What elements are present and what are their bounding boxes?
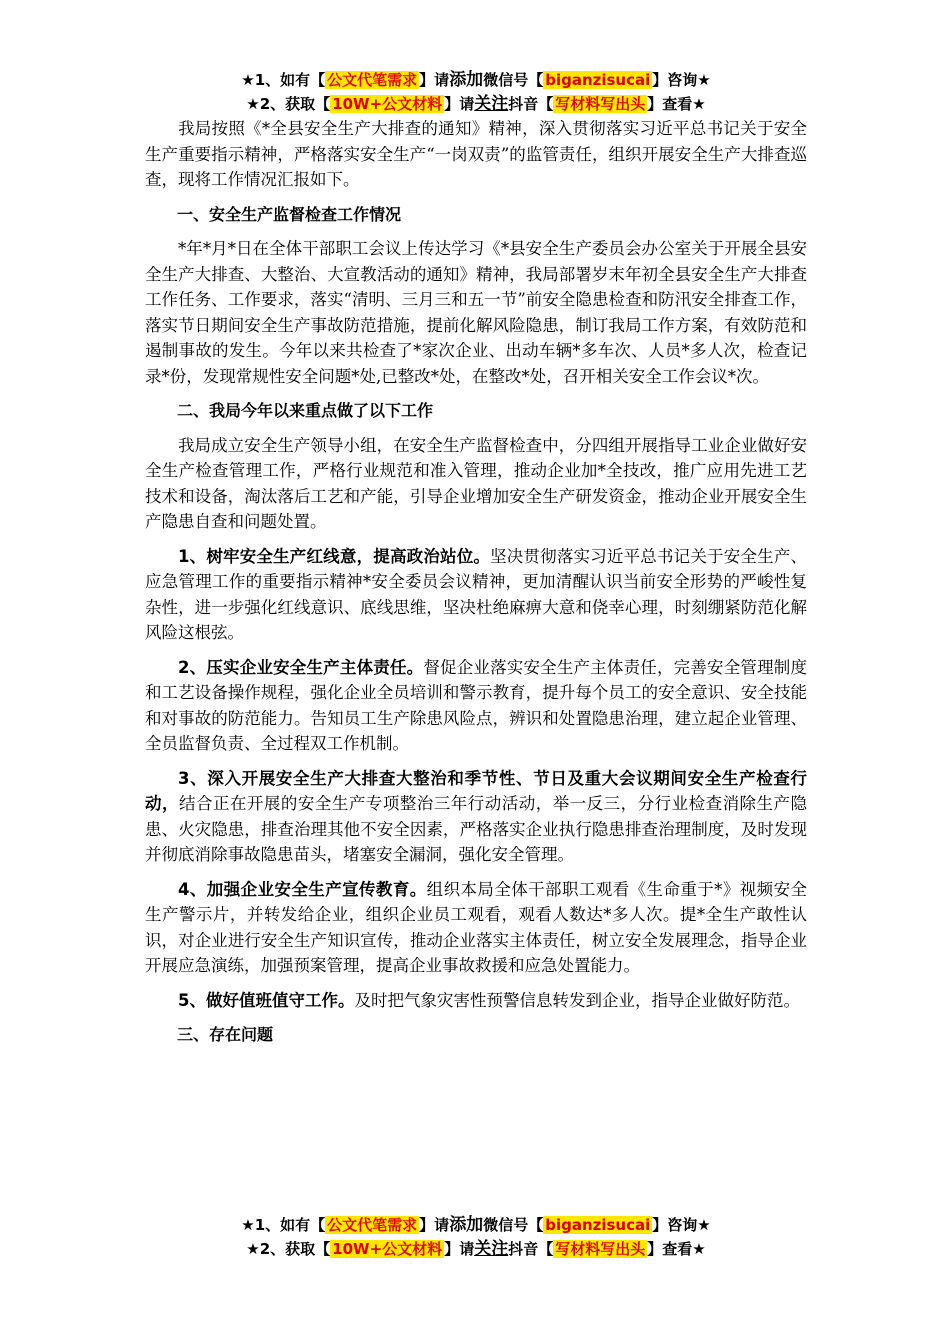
wechat-id-highlight: biganzisucai: [545, 71, 651, 89]
work-item-3: [145, 766, 807, 868]
section-heading-3: 三、存在问题: [177, 1025, 274, 1044]
promo-text: 】请: [444, 1240, 475, 1258]
promo-text: ★2、获取【: [246, 1240, 331, 1258]
item-text: 坚决贯彻落实习近平总书记关于安全生产、应急管理工作的重要指示精神*安全委员会议精神，更加清醒认识当前安全形势的严峻性复杂性，进一步强化红线意识、底线思维，坚决杜绝麻痹大意和侥幸心理，时刻绷紧防范化解风险这根弦。: [145, 546, 808, 642]
promo-text: 】请: [444, 95, 475, 113]
promo-text: ★1、如有【: [241, 71, 326, 89]
work-item-4: [145, 877, 807, 979]
item-lead: 1、树牢安全生产红线意，提高政治站位。: [178, 546, 491, 566]
promo-text: 关注: [474, 1239, 509, 1259]
douyin-id-highlight: 写材料写出头: [555, 1240, 646, 1258]
promo-text: 】咨询★: [652, 1216, 711, 1234]
promo-text: 】请: [419, 71, 450, 89]
promo-text: 】查看★: [647, 1240, 706, 1258]
intro-paragraph: 我局按照《*全县安全生产大排查的通知》精神，深入贯彻落实习近平总书记关于安全生产重要指示精神，严格落实安全生产“一岗双责”的监管责任，组织开展安全生产大排查巡查，现将工作情况汇报如下。: [145, 119, 807, 189]
section-heading-1: 一、安全生产监督检查工作情况: [177, 204, 402, 224]
promo-text: 关注: [474, 94, 509, 114]
item-text: 组织本局全体干部职工观看《生命重于*》视频安全生产警示片，并转发给企业，组织企业员工观看，观看人数达*多人次。提*全生产敢性认识，对企业进行安全生产知识宣传，推动企业落实主体责任，树立安全发展理念，指导企业开展应急演练，加强预案管理，提高企业事故救援和应急处置能力。: [145, 879, 807, 975]
promo-line-1: [145, 68, 807, 92]
promo-line-1: [145, 1213, 807, 1237]
body-paragraph-1: *年*月*日在全体干部职工会议上传达学习《*县安全生产委员会办公室关于开展全县安全生产大排查、大整治、大宣教活动的通知》精神，我局部署岁末年初全县安全生产大排查工作任务、工作要求，落实“清明、三月三和五一节”前安全隐患检查和防汛安全排查工作，落实节日期间安全生产事故防范措施，提前化解风险隐患，制订我局工作方案，有效防范和遏制事故的发生。今年以来共检查了*家次企业、出动车辆*多车次、人员*多人次，检查记录*份，发现常规性安全问题*处,已整改*处，在整改*处，召开相关安全工作会议*次。: [145, 239, 807, 386]
item-lead: 3、深入开展安全生产大排查大整治和季节性、节日及重大会议期间安全生产检查行动，: [145, 768, 807, 813]
item-lead: 5、做好值班值守工作。: [178, 990, 355, 1010]
promo-line-2: [145, 92, 807, 116]
promo-text: 抖音【: [508, 95, 554, 113]
promo-line-2: [145, 1237, 807, 1261]
promo-text: 】咨询★: [652, 71, 711, 89]
promo-highlight: 公文代笔需求: [327, 1216, 418, 1234]
item-lead: 2、压实企业安全生产主体责任。: [178, 657, 424, 677]
work-item-5: [145, 988, 807, 1014]
promo-text: ★1、如有【: [241, 1216, 326, 1234]
item-lead: 4、加强企业安全生产宣传教育。: [178, 879, 427, 899]
work-item-1: [145, 544, 807, 646]
promo-text: 添加: [449, 1215, 484, 1235]
promo-banner-bottom: [145, 1213, 807, 1261]
promo-text: 】查看★: [647, 95, 706, 113]
promo-highlight: 10W+公文材料: [332, 95, 443, 113]
body-paragraph-2: 我局成立安全生产领导小组，在安全生产监督检查中，分四组开展指导工业企业做好安全生产检查管理工作，严格行业规范和准入管理，推动企业加*全技改，推广应用先进工艺技术和设备，淘汰落后工艺和产能，引导企业增加安全生产研发资金，推动企业开展安全生产隐患自查和问题处置。: [145, 435, 807, 531]
item-text: 及时把气象灾害性预警信息转发到企业，指导企业做好防范。: [354, 990, 800, 1010]
document-page: [145, 68, 807, 1048]
promo-text: 抖音【: [508, 1240, 554, 1258]
item-text: 督促企业落实安全生产主体责任，完善安全管理制度和工艺设备操作规程，强化企业全员培训和警示教育，提升每个员工的安全意识、安全技能和对事故的防范能力。告知员工生产除患风险点，辨识和处置隐患治理，建立起企业管理、全员监督负责、全过程双工作机制。: [145, 657, 807, 753]
douyin-id-highlight: 写材料写出头: [555, 95, 646, 113]
promo-text: 添加: [449, 70, 484, 90]
wechat-id-highlight: biganzisucai: [545, 1216, 651, 1234]
promo-text: ★2、获取【: [246, 95, 331, 113]
promo-highlight: 10W+公文材料: [332, 1240, 443, 1258]
section-heading-2: 二、我局今年以来重点做了以下工作: [177, 401, 434, 420]
work-item-2: [145, 655, 807, 757]
item-text: 结合正在开展的安全生产专项整治三年行动活动，举一反三，分行业检查消除生产隐患、火灾隐患，排查治理其他不安全因素，严格落实企业执行隐患排查治理制度，及时发现并彻底消除事故隐患苗头，堵塞安全漏洞，强化安全管理。: [145, 794, 808, 864]
promo-text: 微信号【: [483, 71, 544, 89]
promo-banner-top: [145, 68, 807, 116]
promo-text: 】请: [419, 1216, 450, 1234]
promo-highlight: 公文代笔需求: [327, 71, 418, 89]
promo-text: 微信号【: [483, 1216, 544, 1234]
